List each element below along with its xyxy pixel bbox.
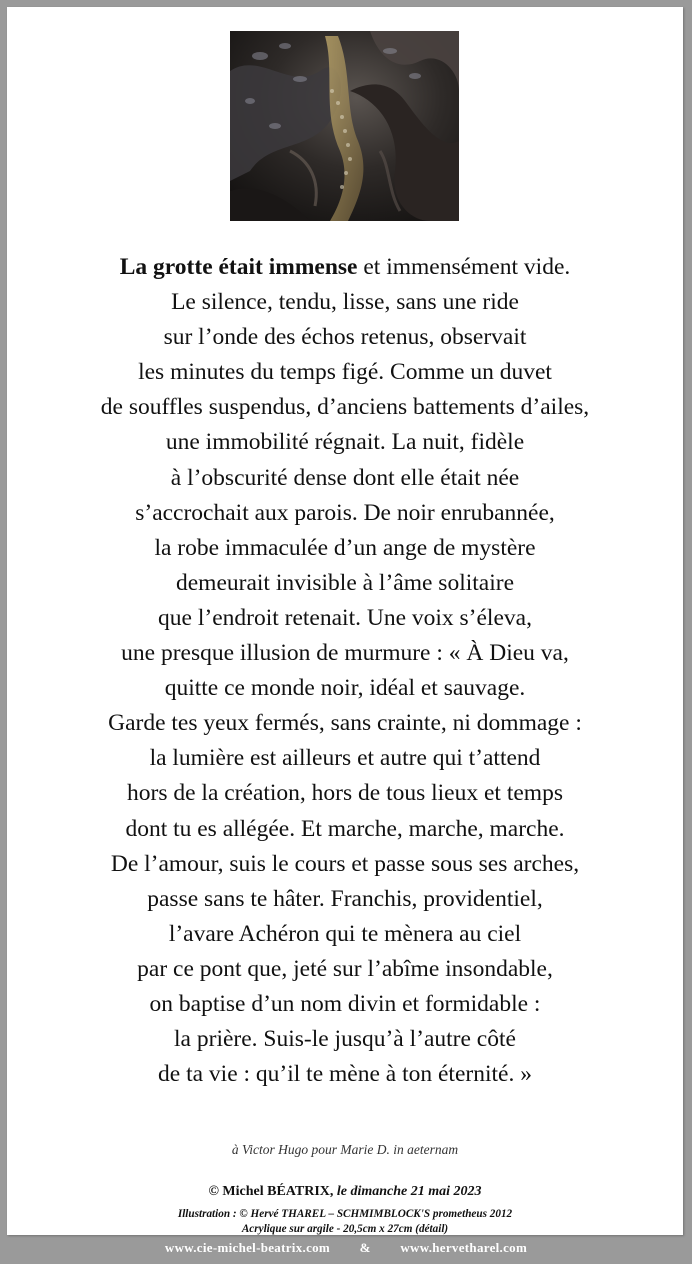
poem-line: hors de la création, hors de tous lieux et temps: [127, 780, 563, 807]
poem-line: que l’endroit retenait. Une voix s’éleva,: [158, 604, 532, 631]
poem-line: une presque illusion de murmure : « À Dieu va,: [121, 640, 569, 667]
poem-line: par ce pont que, jeté sur l’abîme insondable,: [137, 955, 553, 982]
copyright-date: le dimanche 21 mai 2023: [336, 1184, 482, 1199]
poem-card: [7, 7, 683, 1235]
poem-line: l’avare Achéron qui te mènera au ciel: [168, 920, 522, 947]
illustration-medium: Acrylique sur argile - 20,5cm x 27cm (détail): [241, 1223, 449, 1235]
poem-line: on baptise d’un nom divin et formidable :: [149, 990, 541, 1017]
poem-line: passe sans te hâter. Franchis, providentiel,: [147, 885, 543, 912]
footer-separator: &: [359, 1240, 371, 1255]
copyright-author: © Michel BÉATRIX,: [208, 1184, 337, 1199]
poem-line: la prière. Suis-le jusqu’à l’autre côté: [174, 1026, 516, 1053]
poem-line: Le silence, tendu, lisse, sans une ride: [171, 289, 519, 316]
poem-line: dont tu es allégée. Et marche, marche, marche.: [125, 815, 565, 842]
copyright-line: [7, 1184, 683, 1200]
poem-line: s’accrochait aux parois. De noir enrubannée,: [135, 499, 555, 526]
poem-line: la robe immaculée d’un ange de mystère: [154, 534, 536, 561]
dedication: à Victor Hugo pour Marie D. in aeternam: [231, 1142, 459, 1157]
poem-line: à l’obscurité dense dont elle était née: [170, 464, 520, 491]
footer-link-herve-tharel[interactable]: www.hervetharel.com: [400, 1240, 528, 1255]
poem-line: De l’amour, suis le cours et passe sous ses arches,: [110, 850, 580, 877]
poem-lead-rest: et immensément vide.: [357, 254, 571, 280]
poem-line: quitte ce monde noir, idéal et sauvage.: [164, 675, 526, 702]
poem-text: [7, 250, 683, 1092]
poem-line: demeurait invisible à l’âme solitaire: [175, 569, 515, 596]
poem-line: Garde tes yeux fermés, sans crainte, ni dommage :: [108, 710, 582, 737]
footer-links: [0, 1238, 692, 1258]
poem-line: les minutes du temps figé. Comme un duvet: [138, 359, 552, 386]
poem-line: la lumière est ailleurs et autre qui t’attend: [149, 745, 541, 772]
poem-line: de ta vie : qu’il te mène à ton éternité. »: [158, 1061, 532, 1088]
poem-line-1: [7, 250, 683, 285]
footer-link-michel-beatrix[interactable]: www.cie-michel-beatrix.com: [164, 1240, 331, 1255]
artwork-image: [230, 31, 459, 221]
poem-line: une immobilité régnait. La nuit, fidèle: [165, 429, 525, 456]
illustration-credit: Illustration : © Hervé THAREL – SCHMIMBLOCK'S prometheus 2012: [177, 1208, 513, 1220]
poem-line: de souffles suspendus, d’anciens battements d’ailes,: [100, 394, 590, 421]
poem-line: sur l’onde des échos retenus, observait: [163, 324, 527, 351]
poem-lead: La grotte était immense: [119, 254, 358, 280]
